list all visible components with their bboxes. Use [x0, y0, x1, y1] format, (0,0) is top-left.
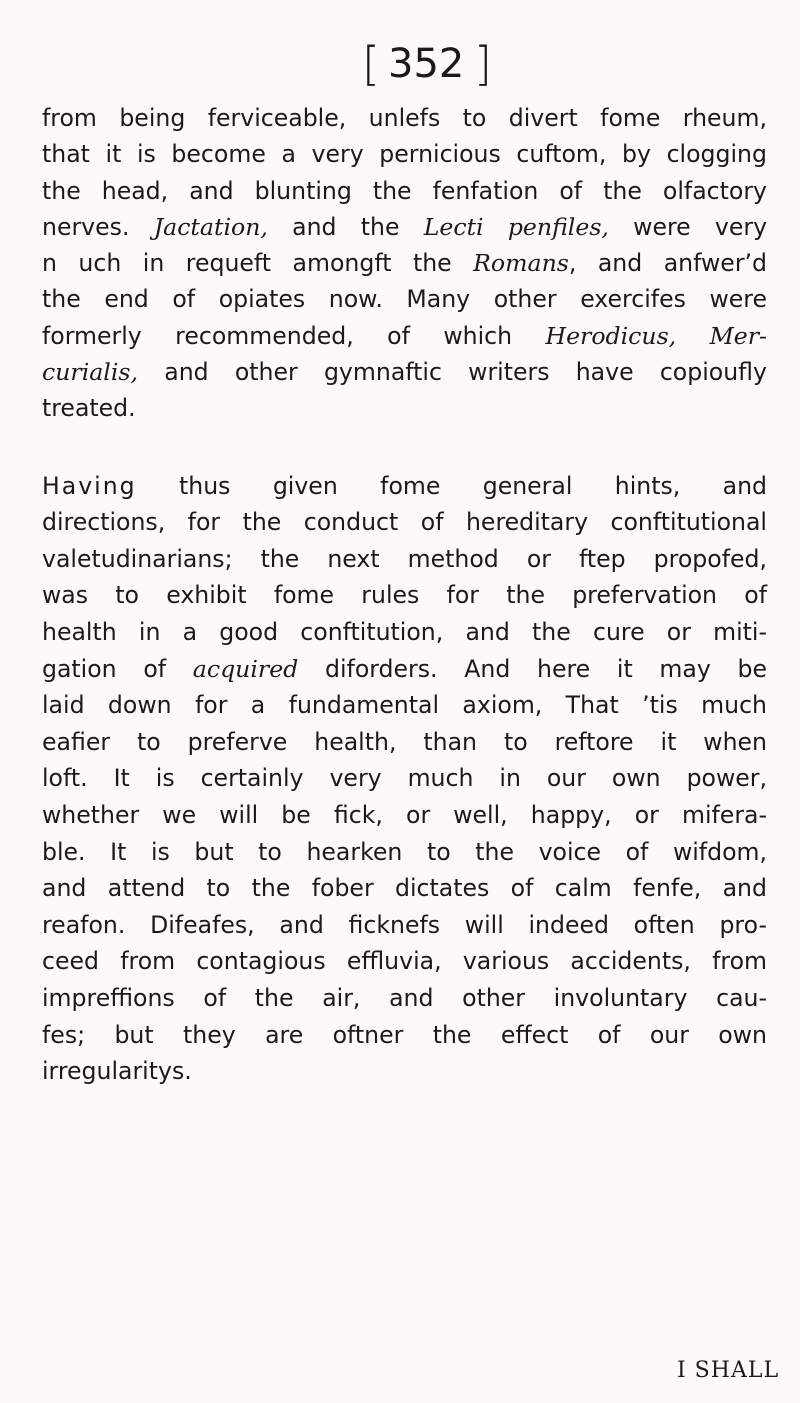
paragraph-2	[42, 468, 767, 1090]
lead-word: Having	[42, 471, 137, 500]
text-line: that it is become a very pernicious cuftom, by clogging	[42, 140, 767, 169]
text-line	[42, 209, 767, 245]
text-run: thus given fome general hints, and	[179, 471, 767, 500]
text-run: diforders. And here it may be	[325, 654, 768, 683]
text-line	[42, 651, 767, 688]
text-line: laid down for a fundamental axiom, That ’tis much	[42, 691, 767, 720]
text-line: impreffions of the air, and other involuntary cau-	[42, 983, 767, 1012]
italic-term-acquired: acquired	[192, 654, 299, 683]
text-line	[42, 318, 767, 354]
text-line	[42, 354, 767, 390]
text-run: and the	[292, 212, 400, 241]
catchword: I SHALL	[677, 1358, 780, 1383]
text-line: from being ferviceable, unlefs to divert fome rheum,	[42, 104, 767, 132]
page-header	[0, 34, 800, 94]
text-run: formerly recommended, of which	[42, 321, 513, 350]
text-line: reafon. Difeafes, and ficknefs will indeed often pro-	[42, 910, 767, 939]
text-line: fes; but they are oftner the effect of our own	[42, 1020, 767, 1049]
text-line: ceed from contagious effluvia, various accidents, from	[42, 947, 767, 976]
text-line: the end of opiates now. Many other exercifes were	[42, 285, 767, 314]
text-line: whether we will be fick, or well, happy, or mifera-	[42, 801, 767, 830]
text-line: and attend to the fober dictates of calm fenfe, and	[42, 874, 767, 903]
text-line: treated.	[42, 394, 136, 423]
text-line: the head, and blunting the fenfation of the olfactory	[42, 176, 767, 205]
text-run: , and anfwer’d	[568, 249, 768, 278]
paragraph-gap	[42, 427, 767, 468]
text-run: and other gymnaftic writers have copioufly	[164, 358, 767, 387]
text-line	[42, 245, 767, 281]
text-line: valetudinarians; the next method or ftep propofed,	[42, 544, 767, 573]
text-run: were very	[633, 212, 768, 241]
text-line: ble. It is but to hearken to the voice of wifdom,	[42, 837, 767, 866]
italic-term-romans: Romans	[473, 249, 569, 278]
text-line: loft. It is certainly very much in our own power,	[42, 764, 767, 793]
body-text	[42, 100, 767, 1090]
paragraph-1	[42, 100, 767, 427]
text-line: was to exhibit fome rules for the prefervation of	[42, 581, 767, 610]
text-line: health in a good conftitution, and the cure or miti-	[42, 618, 767, 647]
text-run: gation of	[42, 654, 167, 683]
page-number: 352	[388, 41, 465, 87]
italic-term-mercurialis-end: curialis,	[42, 358, 138, 387]
text-run: n uch in requeft amongft the	[42, 249, 452, 278]
italic-term-jactation: Jactation,	[153, 212, 268, 241]
text-line: eafier to preferve health, than to reftore it when	[42, 727, 767, 756]
left-bracket: [	[362, 37, 380, 91]
text-run: nerves.	[42, 212, 130, 241]
text-line	[42, 468, 767, 505]
text-line: directions, for the conduct of hereditary conftitutional	[42, 508, 767, 537]
right-bracket: ]	[474, 37, 492, 91]
text-line: irregularitys.	[42, 1057, 192, 1086]
italic-term-mercurialis-start: Mer-	[709, 321, 768, 350]
italic-term-herodicus: Herodicus,	[545, 321, 677, 350]
italic-term-lecti-pensiles: Lecti penfiles,	[423, 212, 609, 241]
